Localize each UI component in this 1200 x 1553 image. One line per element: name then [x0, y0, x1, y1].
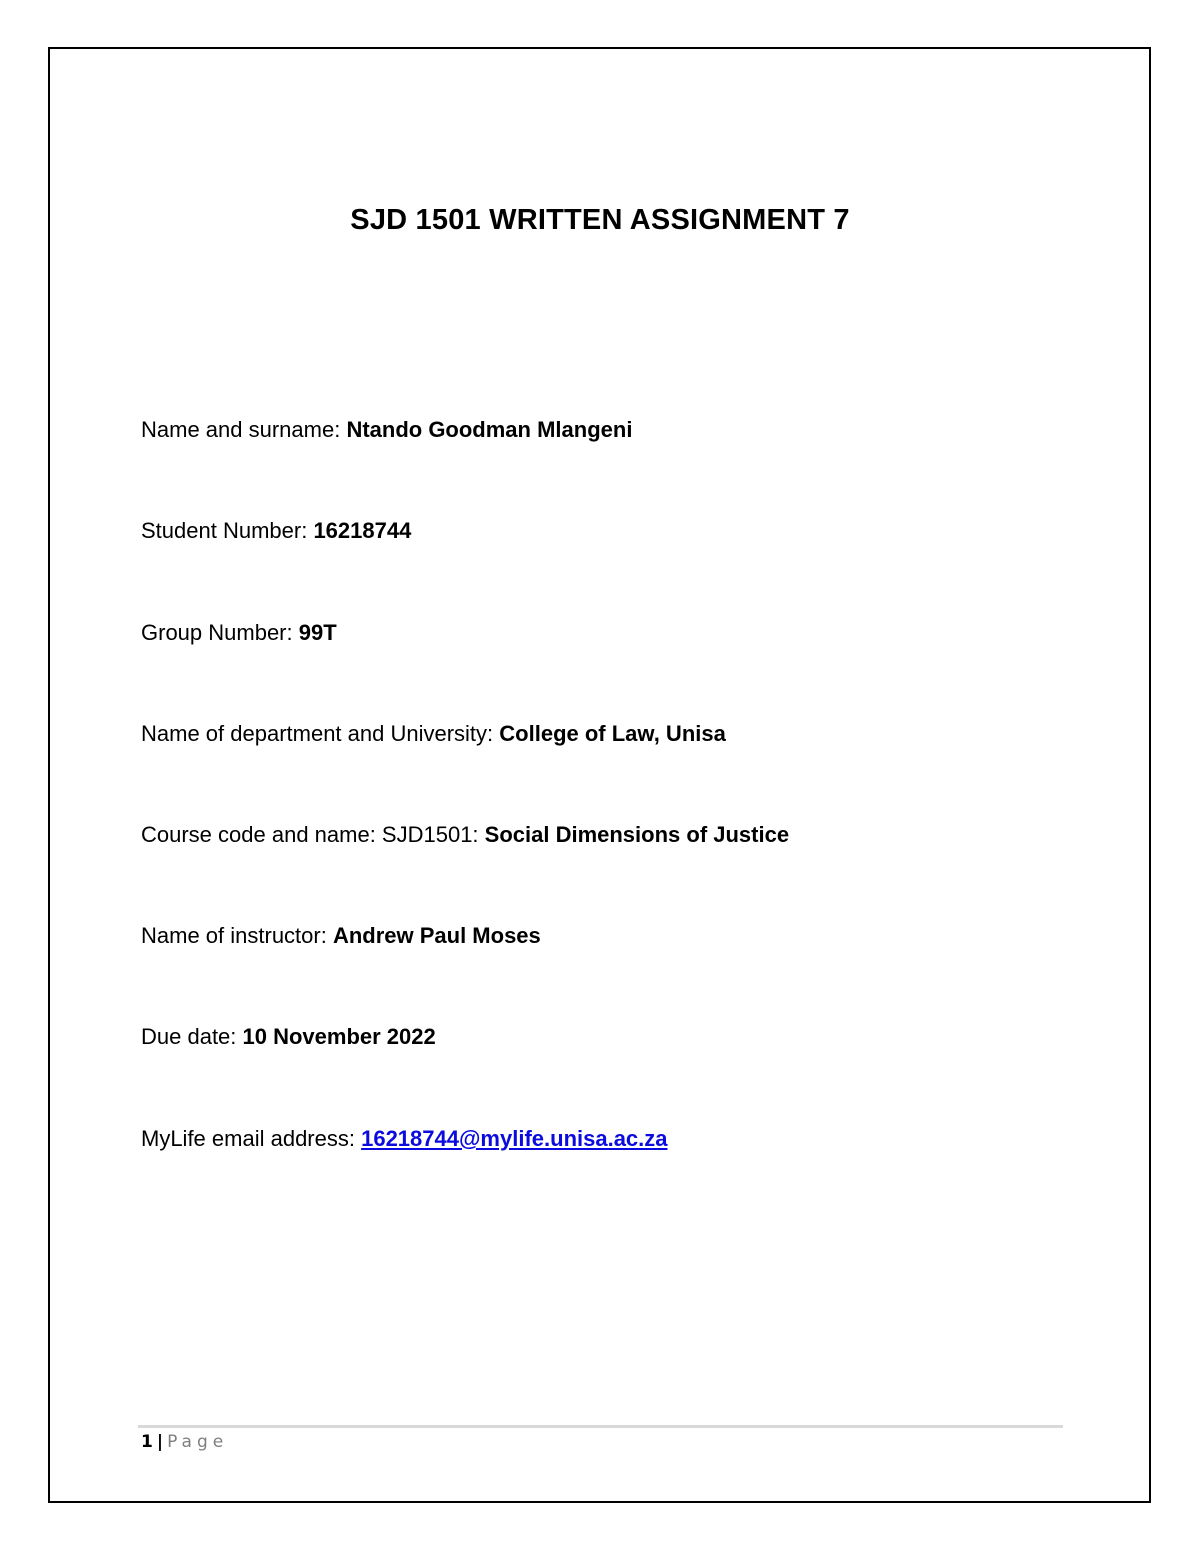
page-word: Page: [167, 1432, 229, 1452]
course-value: Social Dimensions of Justice: [484, 822, 790, 847]
due-date-field: [141, 1024, 436, 1050]
student-number-label: Student Number:: [141, 518, 314, 543]
email-link[interactable]: 16218744@mylife.unisa.ac.za: [361, 1126, 668, 1151]
name-field: [141, 417, 632, 443]
instructor-label: Name of instructor:: [141, 923, 333, 948]
department-label: Name of department and University:: [141, 721, 500, 746]
email-field: [141, 1126, 668, 1152]
instructor-field: [141, 923, 541, 949]
group-number-label: Group Number:: [141, 620, 299, 645]
student-number-field: [141, 518, 411, 544]
document-title: SJD 1501 WRITTEN ASSIGNMENT 7: [350, 204, 850, 236]
page-border: [48, 47, 1151, 1503]
footer-separator: |: [156, 1432, 164, 1452]
name-value: Ntando Goodman Mlangeni: [346, 417, 633, 442]
page-number: 1: [141, 1432, 153, 1452]
course-field: [141, 822, 789, 848]
name-label: Name and surname:: [141, 417, 347, 442]
page-footer: [141, 1432, 228, 1452]
department-value: College of Law, Unisa: [499, 721, 726, 746]
instructor-value: Andrew Paul Moses: [332, 923, 541, 948]
due-date-value: 10 November 2022: [242, 1024, 436, 1049]
group-number-value: 99T: [298, 620, 337, 645]
footer-divider: [138, 1425, 1063, 1428]
department-field: [141, 721, 726, 747]
student-number-value: 16218744: [313, 518, 412, 543]
group-number-field: [141, 620, 337, 646]
course-label: Course code and name: SJD1501:: [141, 822, 485, 847]
email-label: MyLife email address:: [141, 1126, 362, 1151]
due-date-label: Due date:: [141, 1024, 243, 1049]
